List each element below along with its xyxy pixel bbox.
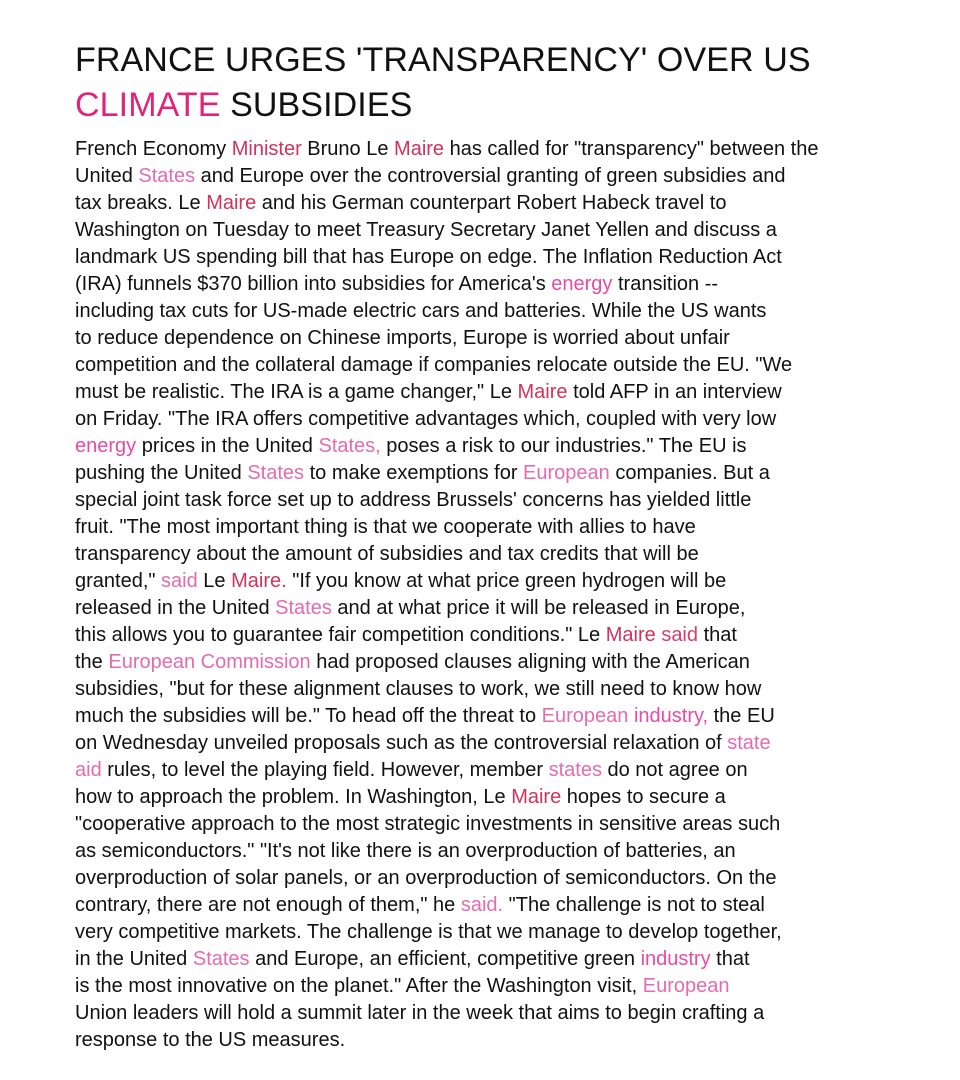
text-run: how to approach the problem. In Washington, Le	[75, 786, 512, 808]
text-run: do not agree on	[601, 759, 748, 781]
highlighted-term: Maire	[511, 786, 562, 808]
body-line	[75, 136, 895, 163]
body-line	[75, 892, 895, 919]
highlighted-term: European	[523, 462, 610, 484]
body-line	[75, 163, 895, 190]
highlighted-term: European Commission	[108, 651, 311, 673]
text-run: "The challenge is not to steal	[503, 894, 765, 916]
text-run: has called for "transparency" between the	[444, 138, 819, 160]
body-line	[75, 919, 895, 946]
body-line	[75, 217, 895, 244]
text-run: competition and the collateral damage if companies relocate outside the EU. "We	[75, 354, 793, 376]
highlighted-term: States	[192, 948, 250, 970]
text-run: in the United	[75, 948, 193, 970]
highlighted-term: industry	[640, 948, 711, 970]
body-line	[75, 865, 895, 892]
body-line	[75, 1000, 895, 1027]
body-line	[75, 1027, 895, 1054]
body-line	[75, 946, 895, 973]
highlighted-term: Maire	[394, 138, 445, 160]
highlighted-term: European	[642, 975, 730, 997]
highlighted-term: Maire	[517, 381, 568, 403]
text-run: on Friday. "The IRA offers competitive advantages which, coupled with very low	[75, 408, 777, 430]
body-line	[75, 784, 895, 811]
text-run: overproduction of solar panels, or an overproduction of semiconductors. On the	[75, 867, 777, 889]
text-run: released in the United	[75, 597, 276, 619]
article	[75, 38, 895, 1054]
text-run: the EU	[708, 705, 775, 727]
text-run: landmark US spending bill that has Europe on edge. The Inflation Reduction Act	[75, 246, 782, 268]
text-run: must be realistic. The IRA is a game changer," Le	[75, 381, 518, 403]
text-run: and Europe over the controversial granting of green subsidies and	[195, 165, 786, 187]
text-run: hopes to secure a	[561, 786, 726, 808]
body-line	[75, 649, 895, 676]
highlighted-term: CLIMATE	[75, 86, 221, 124]
highlighted-term: said	[161, 570, 198, 592]
body-line	[75, 190, 895, 217]
highlighted-term: Maire	[206, 192, 257, 214]
text-run: companies. But a	[609, 462, 770, 484]
text-run: "If you know at what price green hydrogen will be	[286, 570, 727, 592]
body-line	[75, 379, 895, 406]
text-run: the	[75, 651, 109, 673]
highlighted-term: States,	[318, 435, 381, 457]
body-line	[75, 433, 895, 460]
text-run: FRANCE URGES 'TRANSPARENCY' OVER US	[75, 41, 811, 79]
body-line	[75, 541, 895, 568]
highlighted-term: aid	[75, 759, 102, 781]
text-run: to reduce dependence on Chinese imports, Europe is worried about unfair	[75, 327, 730, 349]
body-line	[75, 595, 895, 622]
text-run: contrary, there are not enough of them," he	[75, 894, 461, 916]
body-line	[75, 460, 895, 487]
body-line	[75, 298, 895, 325]
body-line	[75, 406, 895, 433]
text-run: that	[710, 948, 750, 970]
text-run: subsidies, "but for these alignment clauses to work, we still need to know how	[75, 678, 762, 700]
text-run: special joint task force set up to address Brussels' concerns has yielded little	[75, 489, 752, 511]
highlighted-term: European	[541, 705, 629, 727]
text-run: and Europe, an efficient, competitive green	[249, 948, 641, 970]
text-run: including tax cuts for US-made electric cars and batteries. While the US wants	[75, 300, 767, 322]
text-run: much the subsidies will be." To head off the threat to	[75, 705, 542, 727]
text-run: SUBSIDIES	[220, 86, 413, 124]
body-line	[75, 973, 895, 1000]
text-run: is the most innovative on the planet." After the Washington visit,	[75, 975, 643, 997]
text-run: on Wednesday unveiled proposals such as the controversial relaxation of	[75, 732, 728, 754]
text-run: transition --	[612, 273, 719, 295]
text-run: pushing the United	[75, 462, 248, 484]
highlighted-term: Maire	[605, 624, 656, 646]
text-run: had proposed clauses aligning with the American	[310, 651, 750, 673]
body-line	[75, 514, 895, 541]
highlighted-term: said	[661, 624, 699, 646]
text-run: poses a risk to our industries." The EU is	[380, 435, 747, 457]
highlighted-term: Maire.	[231, 570, 287, 592]
text-run: Le	[197, 570, 232, 592]
text-run: told AFP in an interview	[567, 381, 782, 403]
body-line	[75, 676, 895, 703]
highlighted-term: States	[138, 165, 196, 187]
text-run: Washington on Tuesday to meet Treasury Secretary Janet Yellen and discuss a	[75, 219, 777, 241]
text-run: French Economy	[75, 138, 232, 160]
text-run: rules, to level the playing field. However, member	[101, 759, 549, 781]
body-line	[75, 487, 895, 514]
body-line	[75, 838, 895, 865]
body-line	[75, 271, 895, 298]
text-run: Union leaders will hold a summit later in the week that aims to begin crafting a	[75, 1002, 765, 1024]
text-run: Bruno Le	[301, 138, 395, 160]
text-run: transparency about the amount of subsidies and tax credits that will be	[75, 543, 699, 565]
highlighted-term: Minister	[231, 138, 302, 160]
highlighted-term: said.	[460, 894, 504, 916]
headline	[75, 38, 895, 128]
text-run: granted,"	[75, 570, 162, 592]
text-run: and his German counterpart Robert Habeck travel to	[256, 192, 727, 214]
body-line	[75, 325, 895, 352]
body-line	[75, 757, 895, 784]
headline-line	[75, 83, 895, 128]
highlighted-term: States	[247, 462, 305, 484]
highlighted-term: states	[548, 759, 602, 781]
body-line	[75, 352, 895, 379]
text-run: United	[75, 165, 139, 187]
text-run: to make exemptions for	[304, 462, 524, 484]
text-run: that	[698, 624, 737, 646]
text-run: as semiconductors." "It's not like there is an overproduction of batteries, an	[75, 840, 736, 862]
text-run: response to the US measures.	[75, 1029, 346, 1051]
highlighted-term: States	[275, 597, 332, 619]
body-line	[75, 568, 895, 595]
body-line	[75, 811, 895, 838]
body-line	[75, 703, 895, 730]
headline-line	[75, 38, 895, 83]
text-run: tax breaks. Le	[75, 192, 207, 214]
text-run: this allows you to guarantee fair competition conditions." Le	[75, 624, 606, 646]
text-run: and at what price it will be released in Europe,	[331, 597, 746, 619]
body-line	[75, 730, 895, 757]
highlighted-term: energy	[75, 435, 137, 457]
text-run: "cooperative approach to the most strategic investments in sensitive areas such	[75, 813, 781, 835]
highlighted-term: industry,	[633, 705, 709, 727]
text-run: very competitive markets. The challenge is that we manage to develop together,	[75, 921, 782, 943]
article-body	[75, 136, 895, 1054]
body-line	[75, 622, 895, 649]
text-run: fruit. "The most important thing is that we cooperate with allies to have	[75, 516, 696, 538]
text-run: prices in the United	[136, 435, 319, 457]
highlighted-term: energy	[551, 273, 613, 295]
body-line	[75, 244, 895, 271]
highlighted-term: state	[727, 732, 771, 754]
text-run: (IRA) funnels $370 billion into subsidies for America's	[75, 273, 552, 295]
